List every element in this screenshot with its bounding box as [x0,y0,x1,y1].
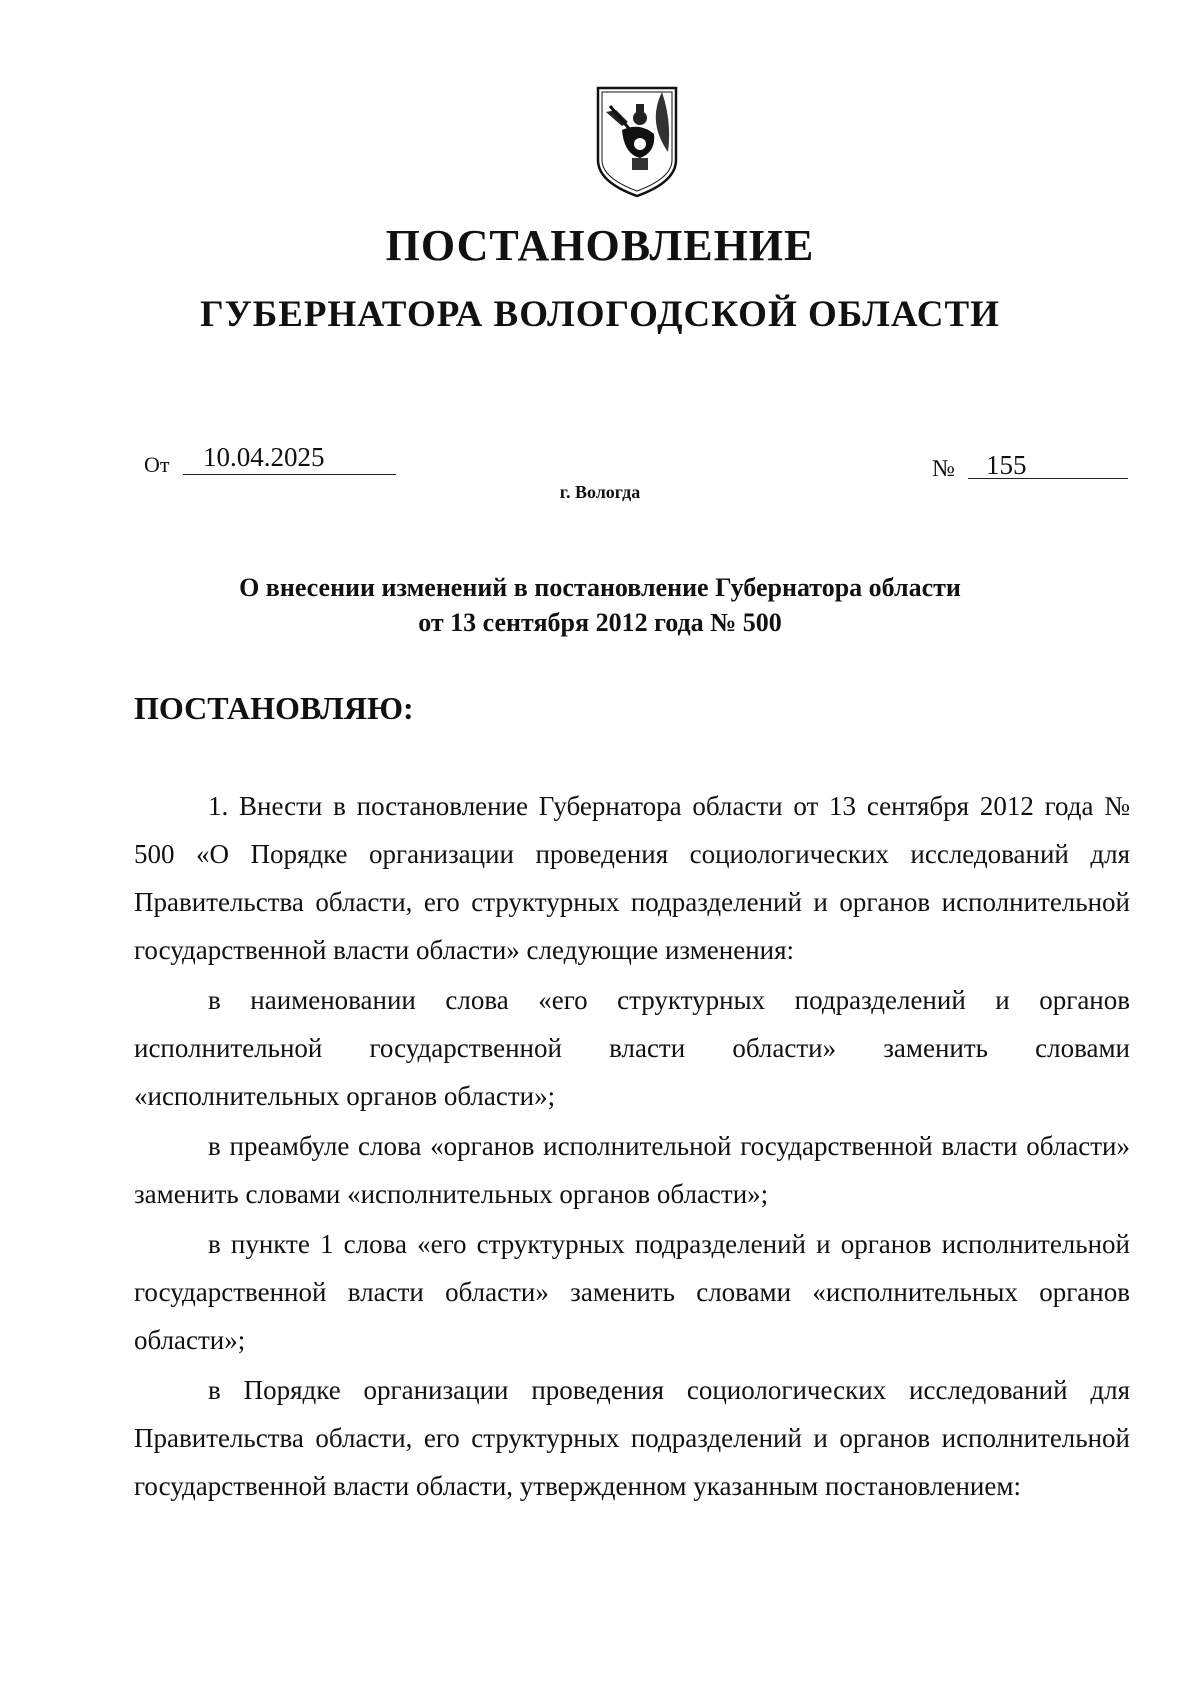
coat-of-arms-icon [592,82,682,200]
city-label: г. Вологда [559,482,641,502]
paragraph-3: в преамбуле слова «органов исполнительной государственной власти области» заменить словами «исполнительных органов области»; [134,1131,1130,1209]
paragraph-4: в пункте 1 слова «его структурных подразделений и органов исполнительной государственной власти области» заменить словами «исполнительных органов области»; [134,1229,1130,1355]
document-body [134,782,1130,1510]
number-label: № [932,456,955,482]
document-date: 10.04.2025 [203,442,325,472]
date-underline [183,474,396,475]
subject-line-2: от 13 сентября 2012 года № 500 [418,608,782,637]
subject-line-1: О внесении изменений в постановление Губернатора области [239,573,961,602]
document-subject [0,570,1200,640]
number-underline [968,478,1128,479]
date-label: От [144,452,170,477]
decree-heading: ПОСТАНОВЛЯЮ: [134,690,414,726]
paragraph-5: в Порядке организации проведения социологических исследований для Правительства области, его структурных подразделений и органов исполнительной государственной власти области, утвержденном указанным постановлением: [134,1375,1130,1501]
document-subtitle: ГУБЕРНАТОРА ВОЛОГОДСКОЙ ОБЛАСТИ [200,294,1000,335]
paragraph-2: в наименовании слова «его структурных подразделений и органов исполнительной государственной власти области» заменить словами «исполнительных органов области»; [134,985,1130,1111]
paragraph-1: 1. Внести в постановление Губернатора области от 13 сентября 2012 года № 500 «О Порядке организации проведения социологических исследований для Правительства области, его структурных подразделений и органов исполнительной государственной власти области» следующие изменения: [134,791,1130,965]
document-number: 155 [986,450,1027,480]
document-title: ПОСТАНОВЛЕНИЕ [385,221,815,270]
